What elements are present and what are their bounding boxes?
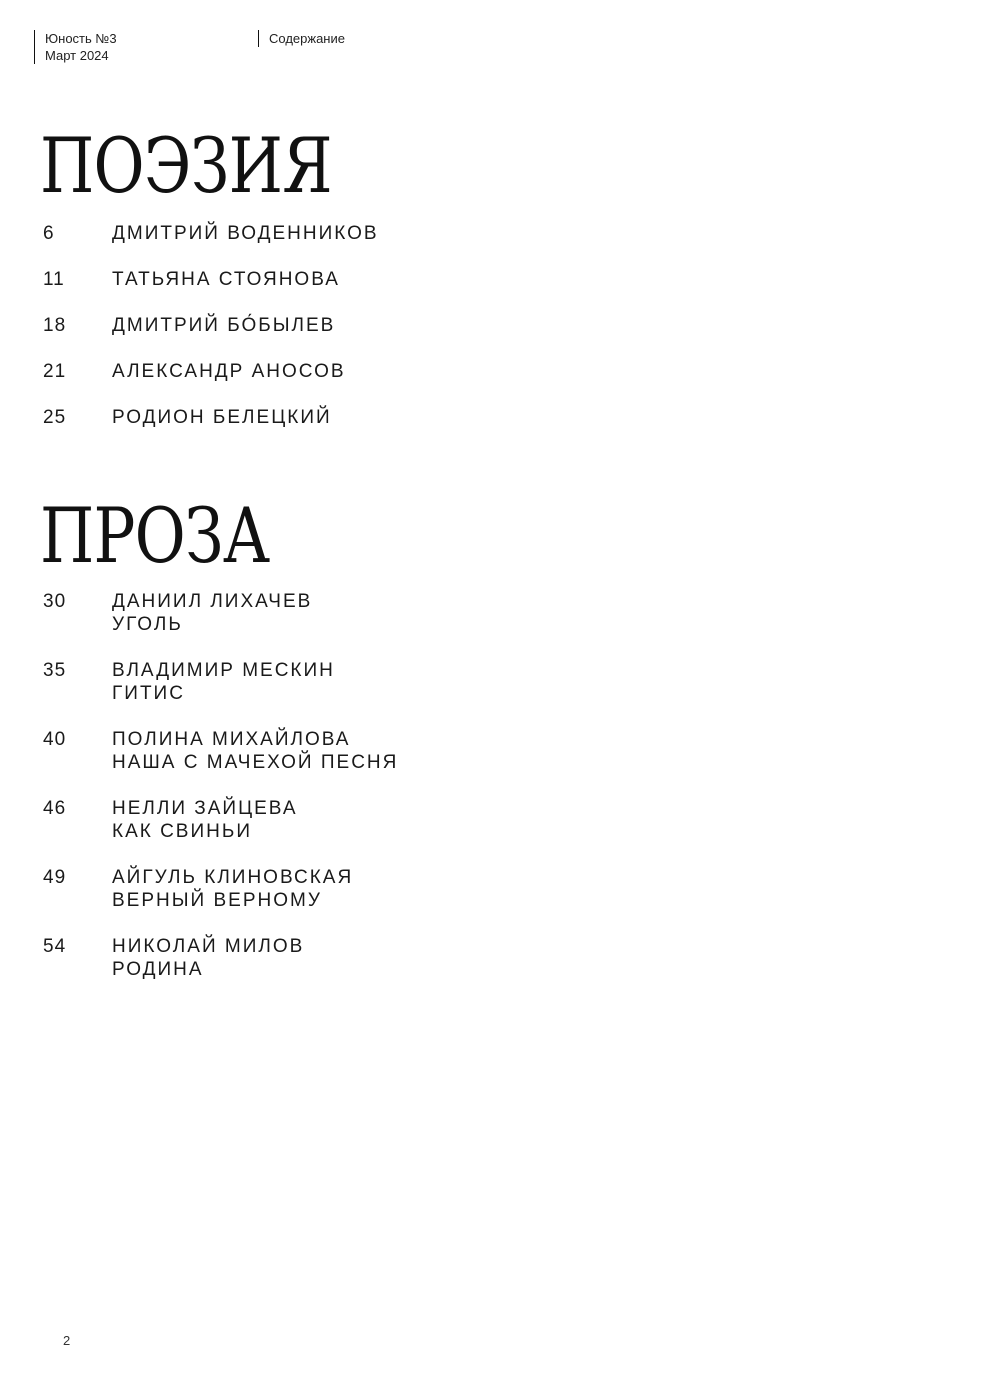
toc-page-number: 46	[43, 798, 67, 819]
poetry-heading: ПОЭЗИЯ	[40, 121, 332, 210]
prose-heading: ПРОЗА	[40, 491, 270, 580]
toc-author: ДАНИИЛ ЛИХАЧЕВ	[112, 591, 313, 612]
toc-entry[interactable]	[0, 935, 398, 1004]
toc-page-number: 35	[43, 660, 67, 681]
toc-entry[interactable]	[0, 797, 398, 866]
magazine-issue: Юность №3	[45, 31, 117, 46]
issue-date: Март 2024	[45, 48, 109, 63]
section-label: Содержание	[269, 31, 345, 46]
toc-author: АЛЕКСАНДР АНОСОВ	[112, 361, 346, 382]
toc-author: ТАТЬЯНА СТОЯНОВА	[112, 269, 340, 290]
toc-page-number: 18	[43, 315, 67, 336]
toc-work-title: КАК СВИНЬИ	[112, 821, 252, 842]
toc-entry[interactable]	[0, 222, 379, 268]
toc-author: НИКОЛАЙ МИЛОВ	[112, 936, 305, 957]
toc-entry[interactable]	[0, 590, 398, 659]
toc-page-number: 49	[43, 867, 67, 888]
toc-entry[interactable]	[0, 659, 398, 728]
toc-entry[interactable]	[0, 866, 398, 935]
toc-page-number: 30	[43, 591, 67, 612]
poetry-list	[0, 222, 379, 452]
toc-author: АЙГУЛЬ КЛИНОВСКАЯ	[112, 867, 354, 888]
toc-entry[interactable]	[0, 314, 379, 360]
toc-page-number: 6	[43, 223, 55, 244]
page-number: 2	[63, 1333, 71, 1348]
toc-work-title: НАША С МАЧЕХОЙ ПЕСНЯ	[112, 752, 399, 773]
toc-work-title: УГОЛЬ	[112, 614, 183, 635]
toc-work-title: ВЕРНЫЙ ВЕРНОМУ	[112, 890, 322, 911]
toc-work-title: РОДИНА	[112, 959, 204, 980]
toc-author: ПОЛИНА МИХАЙЛОВА	[112, 729, 351, 750]
toc-author: ДМИТРИЙ БО́БЫЛЕВ	[112, 315, 336, 336]
toc-entry[interactable]	[0, 728, 398, 797]
toc-page-number: 54	[43, 936, 67, 957]
toc-page-number: 21	[43, 361, 67, 382]
toc-page-number: 11	[43, 269, 65, 290]
section-header	[258, 30, 345, 47]
toc-author: ВЛАДИМИР МЕСКИН	[112, 660, 335, 681]
toc-work-title: ГИТИС	[112, 683, 185, 704]
toc-author: РОДИОН БЕЛЕЦКИЙ	[112, 407, 332, 428]
magazine-header	[34, 30, 117, 64]
toc-entry[interactable]	[0, 360, 379, 406]
toc-page-number: 40	[43, 729, 67, 750]
toc-author: ДМИТРИЙ ВОДЕННИКОВ	[112, 223, 379, 244]
toc-entry[interactable]	[0, 406, 379, 452]
toc-page-number: 25	[43, 407, 67, 428]
prose-list	[0, 590, 398, 1004]
toc-entry[interactable]	[0, 268, 379, 314]
toc-author: НЕЛЛИ ЗАЙЦЕВА	[112, 798, 298, 819]
